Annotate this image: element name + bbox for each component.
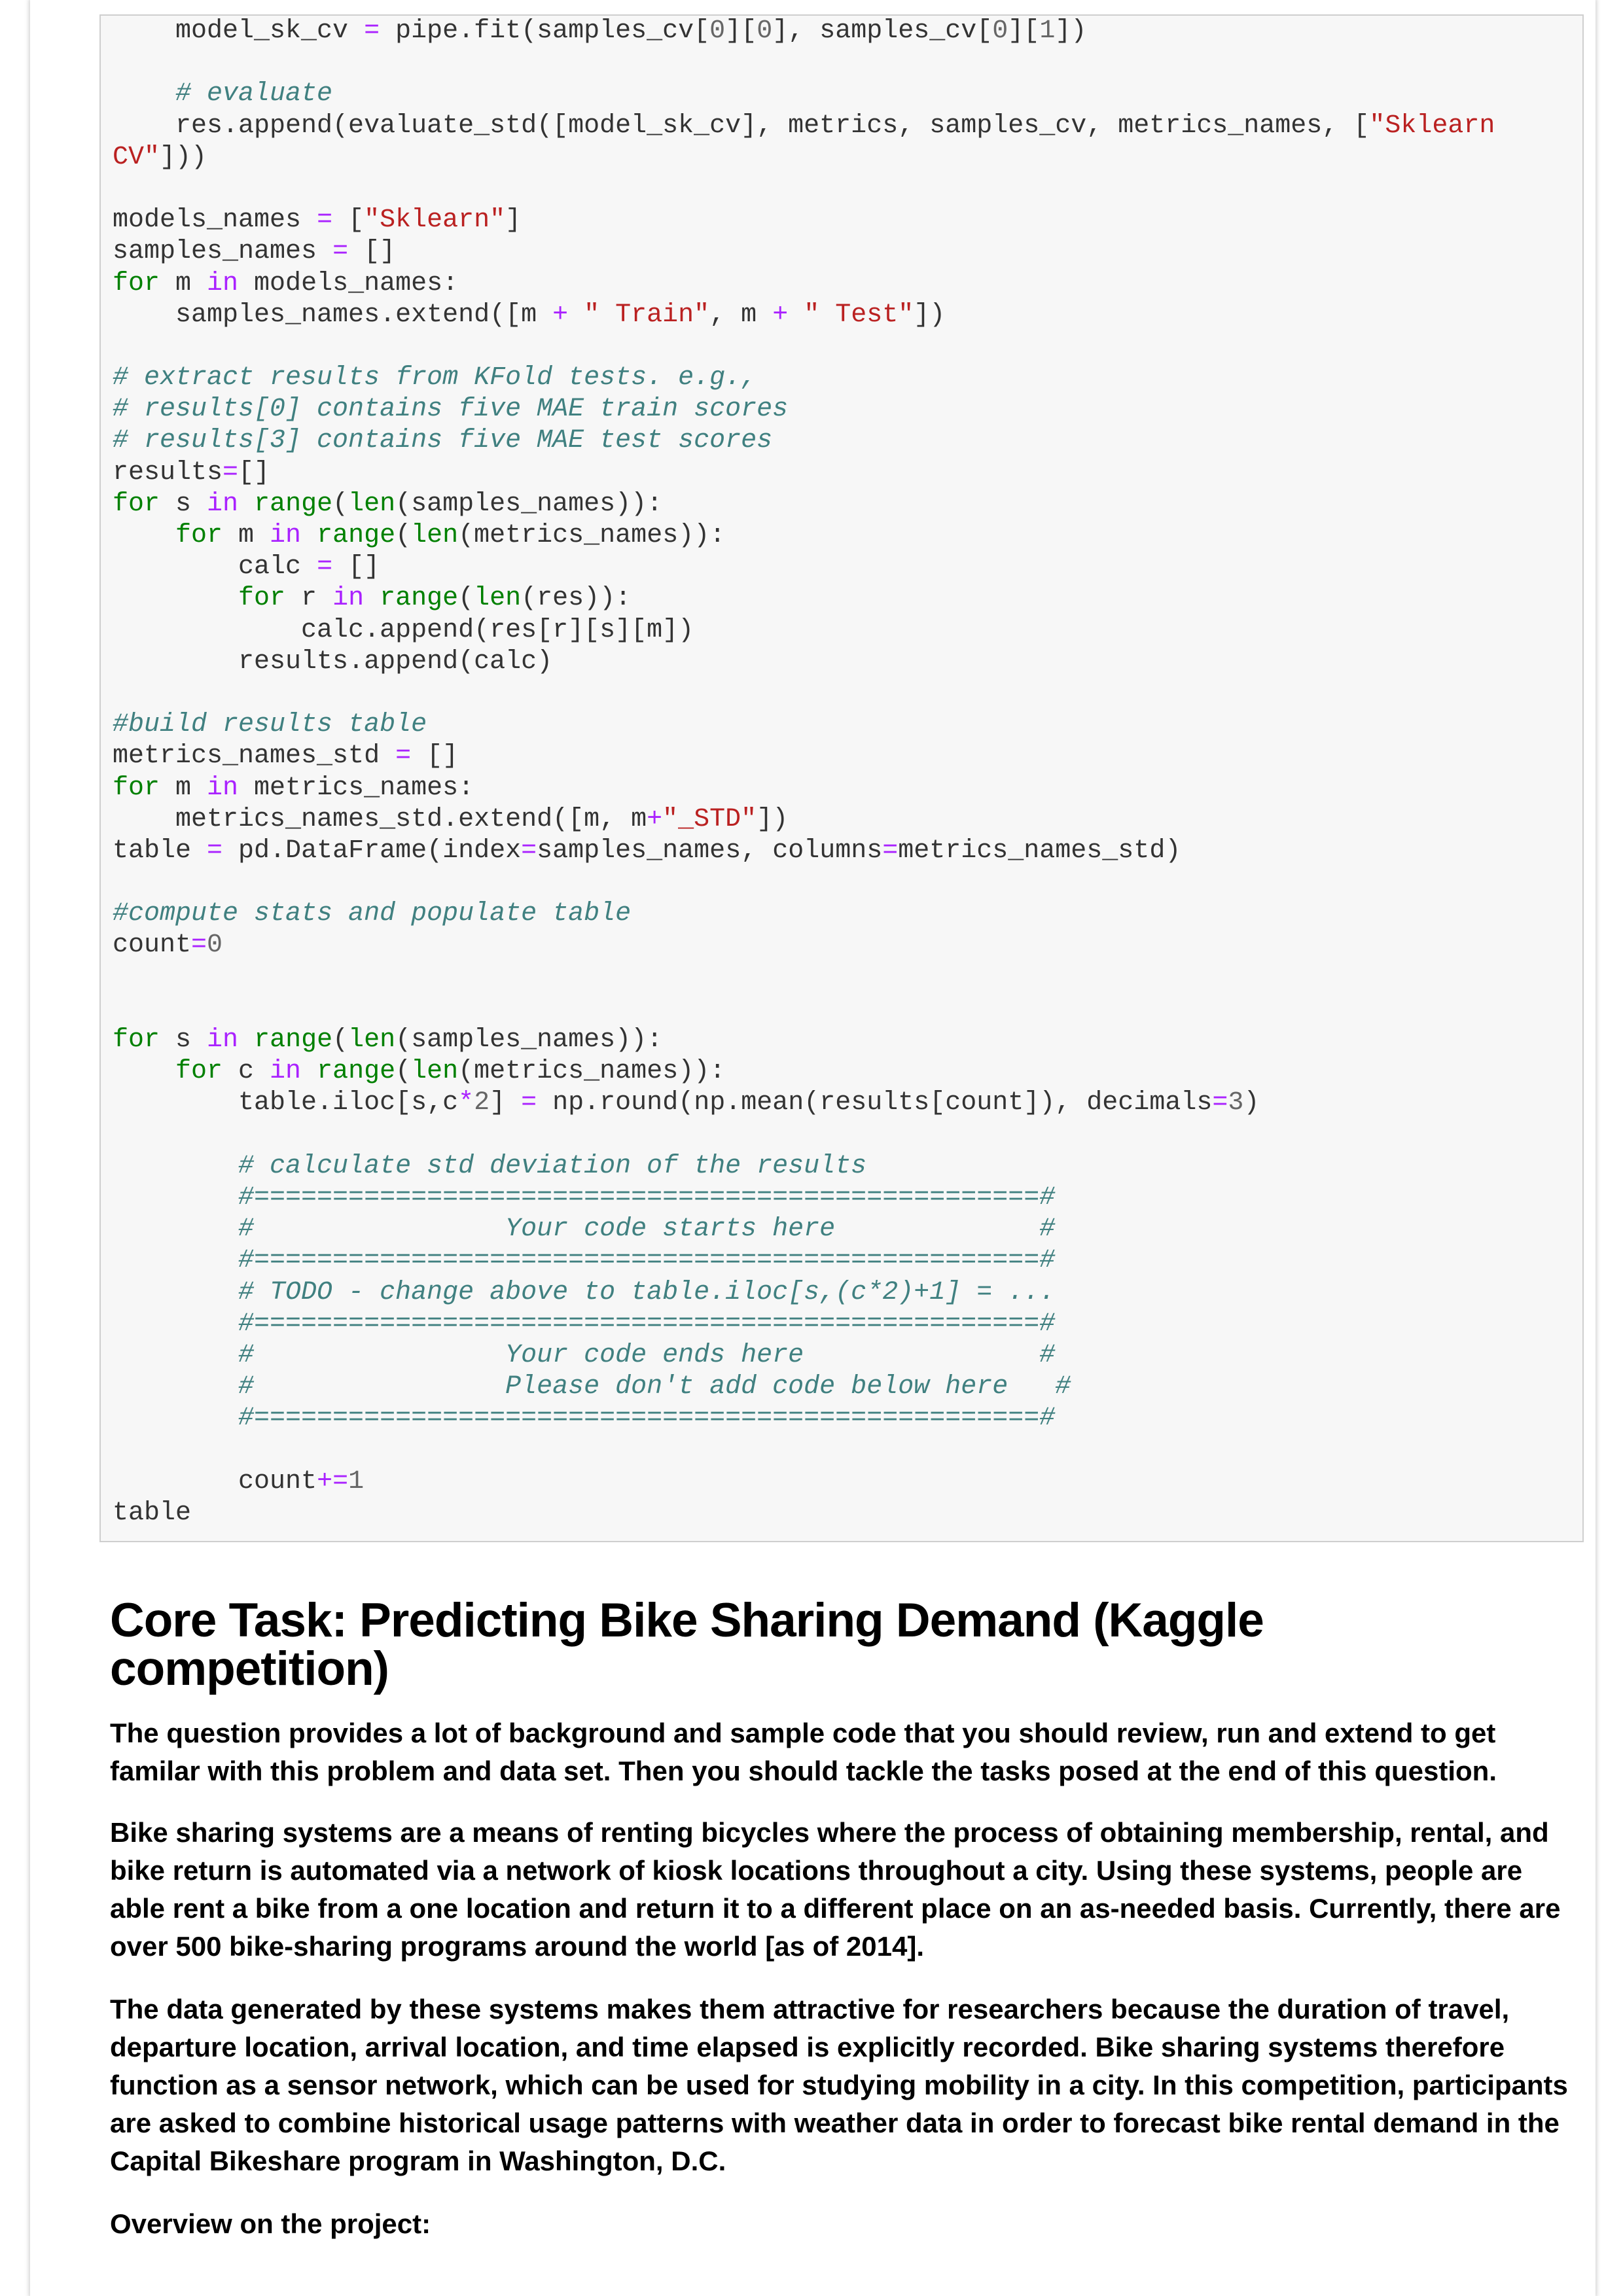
code-line [113, 583, 1495, 614]
code-token: = [1212, 1088, 1228, 1118]
code-token: + [552, 300, 569, 330]
code-token: ) [1243, 1088, 1260, 1118]
code-token: = [395, 741, 412, 771]
code-token: 0 [709, 16, 726, 46]
code-token: [] [332, 552, 380, 582]
paragraph-overview: Overview on the project: [110, 2208, 431, 2239]
code-line [113, 236, 1495, 268]
code-token: # results[3] contains five MAE test scores [113, 426, 773, 456]
code-line [113, 962, 1495, 993]
code-token: count [113, 930, 192, 961]
code-token: # calculate std deviation of the results [238, 1151, 867, 1181]
code-token: metrics_names_std [113, 741, 396, 771]
code-token: range [254, 1025, 333, 1055]
code-token: , m [709, 300, 773, 330]
code-token: ]) [914, 300, 946, 330]
code-token: CV" [113, 142, 160, 172]
code-token: # extract results from KFold tests. e.g., [113, 363, 757, 393]
code-token: ( [332, 489, 349, 519]
code-line [113, 79, 1495, 110]
code-token [113, 1214, 238, 1244]
code-token: in [207, 773, 239, 803]
code-token: in [332, 584, 365, 614]
code-token: for [175, 521, 223, 550]
code-line [113, 1498, 1495, 1529]
code-token [113, 521, 175, 550]
code-token: m [160, 268, 207, 298]
code-token: [ [332, 205, 365, 236]
code-token [113, 584, 238, 613]
code-line [113, 615, 1495, 646]
code-token: range [317, 521, 396, 550]
code-line [113, 646, 1495, 678]
code-token: 1 [1039, 16, 1056, 46]
code-line [113, 47, 1495, 79]
code-token: " Test" [804, 300, 914, 330]
code-token: # results[0] contains five MAE train scores [113, 395, 789, 425]
code-token: c [223, 1057, 270, 1087]
code-token: m [223, 521, 270, 550]
code-line [113, 300, 1495, 331]
code-token: #==================================================# [238, 1246, 1056, 1276]
code-token: results [113, 457, 223, 487]
section-heading: Core Task: Predicting Bike Sharing Demand (Kaggle competition) [110, 1594, 1264, 1695]
code-token [301, 521, 317, 550]
paragraph-intro: The question provides a lot of background and sample code that you should review, run and extend to get familar with this problem and data set. Then you should tackle the tasks posed at the end of this question. [110, 1718, 1497, 1786]
code-token: 3 [1228, 1088, 1244, 1118]
code-token: + [772, 300, 789, 330]
code-line [113, 741, 1495, 772]
code-token: in [207, 1025, 239, 1055]
code-token: "Sklearn [1369, 111, 1495, 141]
code-token: len [411, 1057, 459, 1087]
code-token: = [364, 16, 380, 46]
code-line [113, 773, 1495, 804]
code-token [113, 79, 175, 109]
code-token: # Your code starts here # [238, 1214, 1056, 1245]
code-token [364, 584, 380, 613]
code-token: ( [395, 521, 412, 550]
code-token: ( [332, 1025, 349, 1055]
code-token: [] [238, 457, 270, 487]
code-token: samples_names, columns [537, 836, 883, 866]
code-token: * [458, 1088, 474, 1118]
code-token: in [207, 268, 239, 298]
code-token: # evaluate [175, 79, 333, 109]
code-line [113, 898, 1495, 930]
code-token: for [113, 268, 160, 298]
code-token: (res)): [521, 584, 632, 614]
code-token: range [380, 584, 459, 614]
code-token [113, 1341, 238, 1370]
code-line [113, 1025, 1495, 1056]
code-token: np.round(np.mean(results[count]), decimals [537, 1088, 1213, 1118]
code-token: metrics_names: [238, 773, 474, 803]
code-line [113, 804, 1495, 836]
code-token: len [411, 521, 459, 550]
code-token: ] [505, 205, 522, 236]
code-token: samples_names [113, 237, 333, 267]
code-line [113, 331, 1495, 362]
code-token: ( [395, 1057, 412, 1087]
code-token: ])) [160, 142, 207, 172]
code-token: (samples_names)): [395, 489, 663, 519]
code-line [113, 867, 1495, 898]
code-token: range [317, 1057, 396, 1087]
code-line [113, 836, 1495, 867]
code-token: models_names [113, 205, 317, 236]
code-token: += [317, 1466, 349, 1496]
code-token: ]) [1055, 16, 1087, 46]
code-token: table.iloc[s,c [113, 1088, 459, 1118]
code-token: samples_names.extend([m [113, 300, 553, 330]
code-line [113, 173, 1495, 205]
code-token: 0 [992, 16, 1008, 46]
code-line [113, 362, 1495, 394]
code-token: = [882, 836, 899, 866]
code-token [113, 1404, 238, 1433]
code-token: = [207, 836, 223, 866]
code-line [113, 425, 1495, 457]
code-token: len [348, 1025, 396, 1055]
code-line [113, 1309, 1495, 1340]
code-token: (samples_names)): [395, 1025, 663, 1055]
code-token [568, 300, 584, 330]
code-token: 2 [474, 1088, 490, 1118]
code-token: # TODO - change above to table.iloc[s,(c*2)+1] = ... [238, 1277, 1056, 1307]
code-token: 0 [207, 930, 223, 961]
code-token: (metrics_names)): [458, 1057, 726, 1087]
code-token: results.append(calc) [113, 646, 553, 677]
code-line [113, 394, 1495, 425]
code-token: len [348, 489, 396, 519]
code-token: in [207, 489, 239, 519]
code-token: calc [113, 552, 317, 582]
code-line [113, 678, 1495, 709]
code-line [113, 1277, 1495, 1309]
code-token [238, 489, 254, 519]
code-line [113, 142, 1495, 173]
code-token: #==================================================# [238, 1182, 1056, 1212]
code-token: ][ [725, 16, 757, 46]
code-block [113, 16, 1495, 1529]
code-line [113, 457, 1495, 489]
code-token: ][ [1008, 16, 1040, 46]
code-line [113, 1434, 1495, 1466]
code-token: #compute stats and populate table [113, 899, 632, 929]
code-token: # Your code ends here # [238, 1340, 1056, 1370]
code-token: models_names: [238, 268, 459, 298]
paragraph-bike-sharing: Bike sharing systems are a means of renting bicycles where the process of obtaining membership, rental, and bike return is automated via a network of kiosk locations throughout a city. Using these systems, people are able rent a bike from a one location and return it to a different place on an as-needed basis. Currently, there are over 500 bike-sharing programs around the world [as of 2014]. [110, 1817, 1561, 1962]
code-token: model_sk_cv [113, 16, 365, 46]
code-line [113, 993, 1495, 1025]
code-line [113, 205, 1495, 236]
code-token: # Please don't add code below here # [238, 1372, 1071, 1402]
code-line [113, 16, 1495, 47]
code-token: table [113, 836, 207, 866]
code-line [113, 268, 1495, 300]
code-token: for [113, 773, 160, 803]
code-token [113, 1183, 238, 1212]
code-token [301, 1057, 317, 1086]
code-line [113, 1466, 1495, 1498]
code-line [113, 1087, 1495, 1119]
code-line [113, 111, 1495, 142]
code-line [113, 1371, 1495, 1403]
code-token [113, 1309, 238, 1339]
code-token [113, 1372, 238, 1402]
notebook-page [30, 0, 1596, 2296]
code-token: [] [348, 237, 396, 267]
code-token: #==================================================# [238, 1309, 1056, 1339]
code-line [113, 552, 1495, 583]
code-token: 0 [757, 16, 773, 46]
code-line [113, 489, 1495, 520]
code-token: s [160, 1025, 207, 1055]
code-line [113, 1245, 1495, 1277]
code-line [113, 930, 1495, 961]
code-token [788, 300, 804, 330]
code-token: 1 [348, 1466, 365, 1496]
code-token: ] [490, 1088, 522, 1118]
code-token [113, 1246, 238, 1275]
code-token: for [113, 489, 160, 519]
code-token: s [160, 489, 207, 519]
code-token: #==================================================# [238, 1404, 1056, 1434]
code-token: res.append(evaluate_std([model_sk_cv], metrics, samples_cv, metrics_names, [ [113, 111, 1370, 141]
code-token: = [332, 237, 349, 267]
code-token: r [285, 584, 333, 614]
code-token: " Train" [584, 300, 710, 330]
code-token: = [223, 457, 239, 487]
code-token [238, 1025, 254, 1055]
code-token: = [191, 930, 207, 961]
code-token: pd.DataFrame(index [223, 836, 522, 866]
code-line [113, 1182, 1495, 1214]
code-line [113, 709, 1495, 741]
code-line [113, 1056, 1495, 1087]
code-token: ( [458, 584, 474, 614]
code-token: calc.append(res[r][s][m]) [113, 615, 694, 645]
code-token: for [113, 1025, 160, 1055]
code-token: pipe.fit(samples_cv[ [380, 16, 710, 46]
code-token: ], samples_cv[ [772, 16, 993, 46]
code-token: len [474, 584, 522, 614]
code-token: + [647, 804, 663, 834]
code-token: "Sklearn" [364, 205, 506, 236]
code-token: range [254, 489, 333, 519]
code-token: m [160, 773, 207, 803]
code-token: "_STD" [662, 804, 757, 834]
code-token: #build results table [113, 710, 427, 740]
paragraph-data: The data generated by these systems makes them attractive for researchers because the duration of travel, departure location, arrival location, and time elapsed is explicitly recorded. Bike sharing systems therefore function as a sensor network, which can be used for studying mobility in a city. In this competition, participants are asked to combine historical usage patterns with weather data in order to forecast bike rental demand in the Capital Bikeshare program in Washington, D.C. [110, 1994, 1568, 2176]
code-token: ]) [757, 804, 789, 834]
code-token: (metrics_names)): [458, 521, 726, 550]
code-line [113, 1120, 1495, 1151]
code-token: for [238, 584, 286, 614]
code-token [113, 1278, 238, 1307]
code-token [113, 1057, 175, 1086]
code-cell[interactable] [99, 14, 1584, 1542]
code-token: = [521, 1088, 537, 1118]
code-token: = [317, 552, 333, 582]
code-token: count [113, 1466, 317, 1496]
code-token [113, 1152, 238, 1181]
code-token: metrics_names_std) [898, 836, 1181, 866]
code-token: = [521, 836, 537, 866]
code-token: = [317, 205, 333, 236]
code-token: in [270, 1057, 302, 1087]
code-token: for [175, 1057, 223, 1087]
code-line [113, 1151, 1495, 1182]
code-token: in [270, 521, 302, 550]
code-token: [] [411, 741, 459, 771]
code-token: metrics_names_std.extend([m, m [113, 804, 647, 834]
code-line [113, 1403, 1495, 1434]
code-line [113, 520, 1495, 552]
code-line [113, 1214, 1495, 1245]
code-token: table [113, 1498, 192, 1528]
code-line [113, 1340, 1495, 1371]
